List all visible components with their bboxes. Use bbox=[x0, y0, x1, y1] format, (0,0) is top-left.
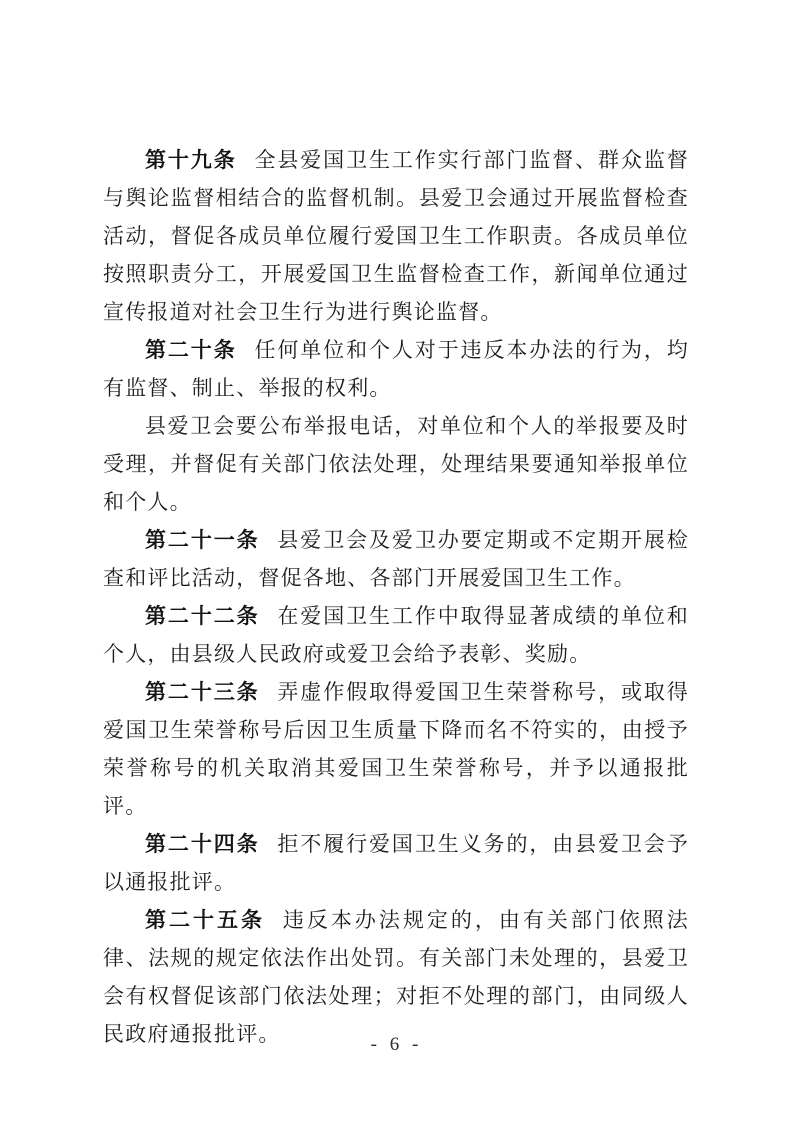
article-22-number: 第二十二条 bbox=[145, 604, 260, 628]
article-23-text: 弄虚作假取得爱国卫生荣誉称号，或取得爱国卫生荣誉称号后因卫生质量下降而名不符实的，由授予荣誉称号的机关取消其爱国卫生荣誉称号，并予以通报批评。 bbox=[103, 680, 690, 818]
article-23 bbox=[103, 673, 689, 825]
document-body bbox=[103, 141, 689, 1053]
article-25-number: 第二十五条 bbox=[145, 908, 265, 932]
article-21 bbox=[103, 521, 689, 597]
article-22 bbox=[103, 597, 689, 673]
article-22-text: 在爱国卫生工作中取得显著成绩的单位和个人，由县级人民政府或爱卫会给予表彰、奖励。 bbox=[103, 604, 690, 666]
article-19 bbox=[103, 141, 689, 331]
article-24-text: 拒不履行爱国卫生义务的，由县爱卫会予以通报批评。 bbox=[103, 832, 690, 894]
article-19-number: 第十九条 bbox=[145, 148, 237, 172]
article-23-number: 第二十三条 bbox=[145, 680, 260, 704]
article-20-continuation-paragraph bbox=[103, 407, 689, 521]
article-19-text: 全县爱国卫生工作实行部门监督、群众监督与舆论监督相结合的监督机制。县爱卫会通过开展监督检查活动，督促各成员单位履行爱国卫生工作职责。各成员单位按照职责分工，开展爱国卫生监督检查工作，新闻单位通过宣传报道对社会卫生行为进行舆论监督。 bbox=[103, 148, 689, 324]
article-20 bbox=[103, 331, 689, 407]
article-24 bbox=[103, 825, 689, 901]
article-25-text: 违反本办法规定的，由有关部门依照法律、法规的规定依法作出处罚。有关部门未处理的，县爱卫会有权督促该部门依法处理；对拒不处理的部门，由同级人民政府通报批评。 bbox=[103, 908, 690, 1046]
article-20-text: 任何单位和个人对于违反本办法的行为，均有监督、制止、举报的权利。 bbox=[103, 338, 689, 400]
article-20-number: 第二十条 bbox=[145, 338, 237, 362]
article-25 bbox=[103, 901, 689, 1053]
article-21-text: 县爱卫会及爱卫办要定期或不定期开展检查和评比活动，督促各地、各部门开展爱国卫生工作。 bbox=[103, 528, 690, 590]
article-21-number: 第二十一条 bbox=[145, 528, 260, 552]
page-number: - 6 - bbox=[370, 1034, 423, 1055]
article-24-number: 第二十四条 bbox=[145, 832, 260, 856]
article-20-continuation-text: 县爱卫会要公布举报电话，对单位和个人的举报要及时受理，并督促有关部门依法处理，处理结果要通知举报单位和个人。 bbox=[103, 414, 689, 514]
